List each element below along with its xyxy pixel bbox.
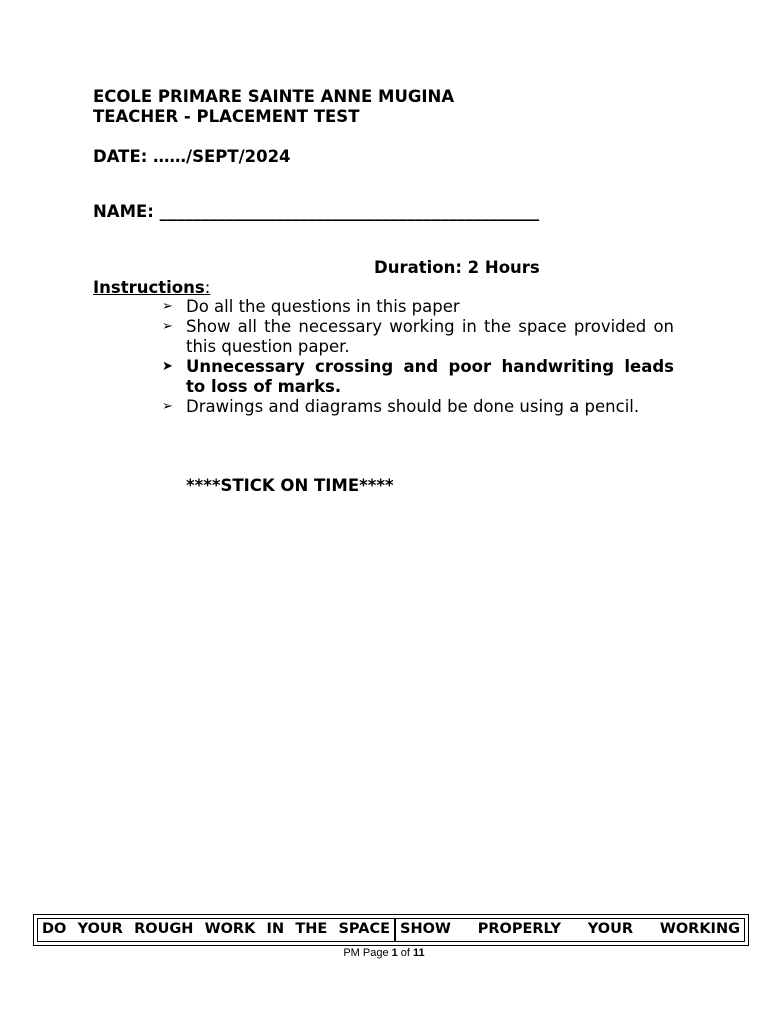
page-prefix: PM Page [343,947,392,959]
instruction-text: Do all the questions in this paper [186,297,460,316]
arrow-bullet-icon: ➢ [162,319,173,334]
page-total: 11 [413,947,425,959]
instruction-item [162,317,674,357]
footer-banner-inner [37,918,745,942]
date-line: DATE: ……/SEPT/2024 [93,147,291,166]
footer-show-working-text: SHOW PROPERLY YOUR WORKING [400,921,740,937]
instruction-item [162,357,674,397]
arrow-bullet-icon: ➢ [162,399,173,414]
instructions-heading [93,278,210,298]
instruction-item [162,397,674,417]
instructions-label: Instructions [93,278,205,297]
instructions-colon: : [204,278,211,297]
footer-rough-work-text: DO YOUR ROUGH WORK IN THE SPACE [38,919,396,941]
page-number [0,946,768,960]
stick-on-time-note: ****STICK ON TIME**** [186,476,394,495]
footer-banner [33,914,749,946]
arrow-bullet-icon: ➤ [162,359,173,374]
duration-text: Duration: 2 Hours [374,258,540,277]
school-name: ECOLE PRIMARE SAINTE ANNE MUGINA [93,87,455,106]
instruction-text: Unnecessary crossing and poor handwriting leads to loss of marks. [186,357,674,396]
name-line: NAME: ______________________________________________ [93,202,540,221]
arrow-bullet-icon: ➢ [162,299,173,314]
instruction-text: Show all the necessary working in the space provided on this question paper. [186,317,674,356]
test-title: TEACHER - PLACEMENT TEST [93,107,360,126]
page-current: 1 [391,947,398,959]
instruction-text: Drawings and diagrams should be done using a pencil. [186,397,640,416]
instruction-item [162,297,674,317]
instructions-list [162,297,674,417]
page-of: of [397,947,414,959]
